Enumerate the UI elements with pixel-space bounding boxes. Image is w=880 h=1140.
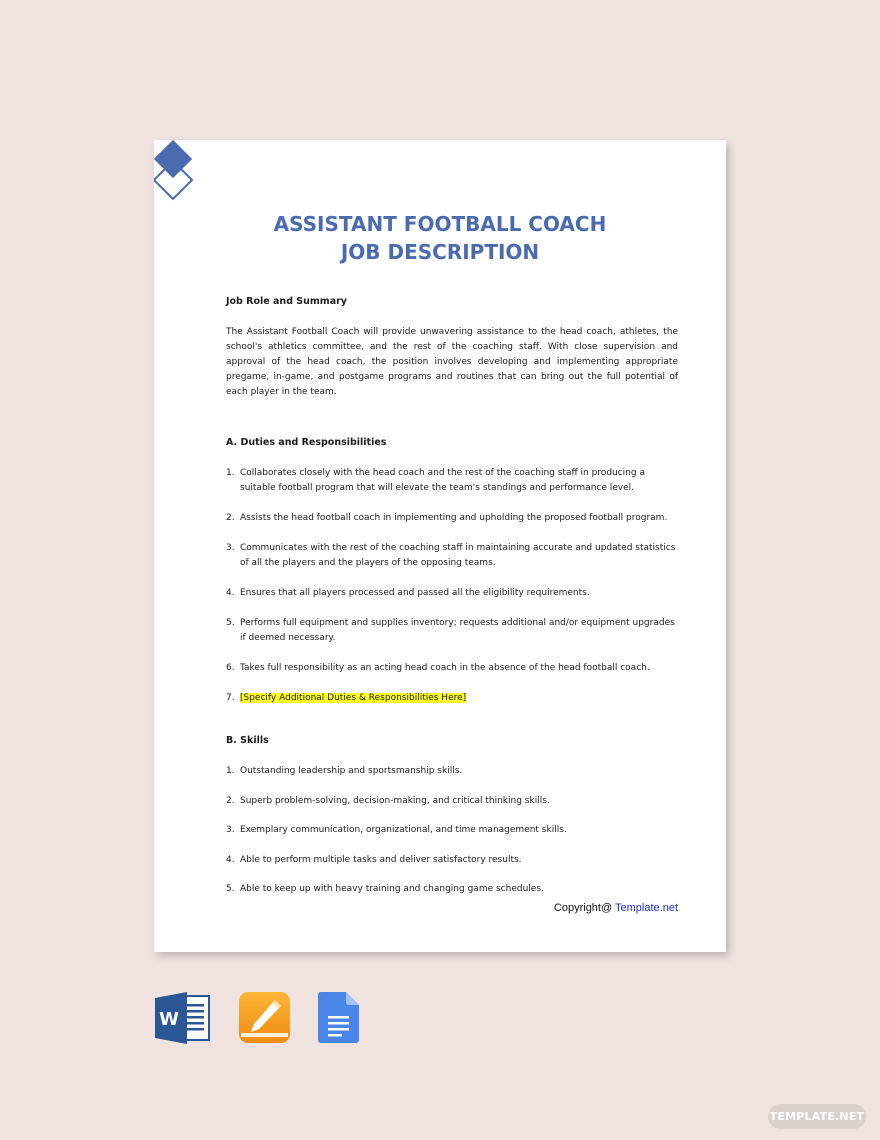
duty-number: 6. <box>226 663 235 673</box>
duties-heading: A. Duties and Responsibilities <box>226 437 387 448</box>
skill-text: Able to perform multiple tasks and deliver satisfactory results. <box>240 854 522 865</box>
duty-item <box>226 661 678 676</box>
copyright-line <box>554 902 678 914</box>
duty-number: 4. <box>226 588 235 598</box>
duty-text: Takes full responsibility as an acting head coach in the absence of the head football coach. <box>240 663 650 673</box>
duty-item <box>226 466 678 496</box>
title-line-2: JOB DESCRIPTION <box>340 240 540 264</box>
skill-item <box>226 882 678 897</box>
skill-number: 2. <box>226 795 235 806</box>
document-body <box>226 295 678 912</box>
google-docs-icon[interactable] <box>318 992 360 1044</box>
duty-number: 1. <box>226 468 235 478</box>
skill-text: Outstanding leadership and sportsmanship skills. <box>240 766 463 776</box>
diamond-logo-icon <box>154 140 198 204</box>
duty-item <box>226 691 678 706</box>
duty-text: Assists the head football coach in implementing and upholding the proposed football program. <box>240 513 668 523</box>
skill-item <box>226 794 678 809</box>
duty-item <box>226 541 678 571</box>
skills-heading: B. Skills <box>226 735 269 746</box>
duty-text: Communicates with the rest of the coaching staff in maintaining accurate and updated statistics of all the players and the players of the opposing teams. <box>240 543 676 568</box>
template-net-badge[interactable]: TEMPLATE.NET <box>768 1104 866 1129</box>
duty-item <box>226 586 678 601</box>
summary-paragraph: The Assistant Football Coach will provide unwavering assistance to the head coach, athletes, the school's athletics committee, and the rest of the coaching staff. With close supervision and approval of the head coach, the position involves developing and implementing appropriate pregame, in-game, and postgame programs and routines that can bring out the full potential of each player in the team. <box>226 327 678 397</box>
title-line-1: ASSISTANT FOOTBALL COACH <box>273 212 607 236</box>
duty-text: Ensures that all players processed and passed all the eligibility requirements. <box>240 588 590 598</box>
skill-text: Superb problem-solving, decision-making, and critical thinking skills. <box>240 795 550 806</box>
duty-number: 2. <box>226 513 235 523</box>
word-icon[interactable] <box>155 992 211 1044</box>
duty-item <box>226 616 678 646</box>
duty-number: 3. <box>226 543 235 553</box>
placeholder-highlight[interactable]: [Specify Additional Duties & Responsibilities Here] <box>240 693 467 703</box>
skill-number: 5. <box>226 884 235 895</box>
copyright-prefix: Copyright@ <box>553 902 616 914</box>
skill-item <box>226 764 678 779</box>
duty-item <box>226 511 678 526</box>
skill-item <box>226 853 678 868</box>
document-page <box>154 140 726 952</box>
duties-list <box>226 466 678 706</box>
skill-text: Exemplary communication, organizational, and time management skills. <box>240 825 567 836</box>
skill-number: 3. <box>226 825 235 836</box>
skill-item <box>226 823 678 838</box>
duty-text: Collaborates closely with the head coach and the rest of the coaching staff in producing a suitable football program that will elevate the team's standings and performance level. <box>240 468 645 493</box>
skills-list <box>226 764 678 897</box>
pages-icon[interactable] <box>239 992 291 1044</box>
document-title <box>154 210 726 266</box>
duty-text: Performs full equipment and supplies inventory; requests additional and/or equipment upgrades if deemed necessary. <box>240 618 675 643</box>
skill-number: 4. <box>226 854 235 865</box>
summary-heading: Job Role and Summary <box>226 296 347 307</box>
duty-number: 7. <box>226 693 235 703</box>
skill-number: 1. <box>226 766 235 776</box>
duty-number: 5. <box>226 618 235 628</box>
skill-text: Able to keep up with heavy training and changing game schedules. <box>240 884 544 895</box>
svg-text:W: W <box>159 1009 179 1030</box>
template-net-link[interactable]: Template.net <box>615 902 678 914</box>
